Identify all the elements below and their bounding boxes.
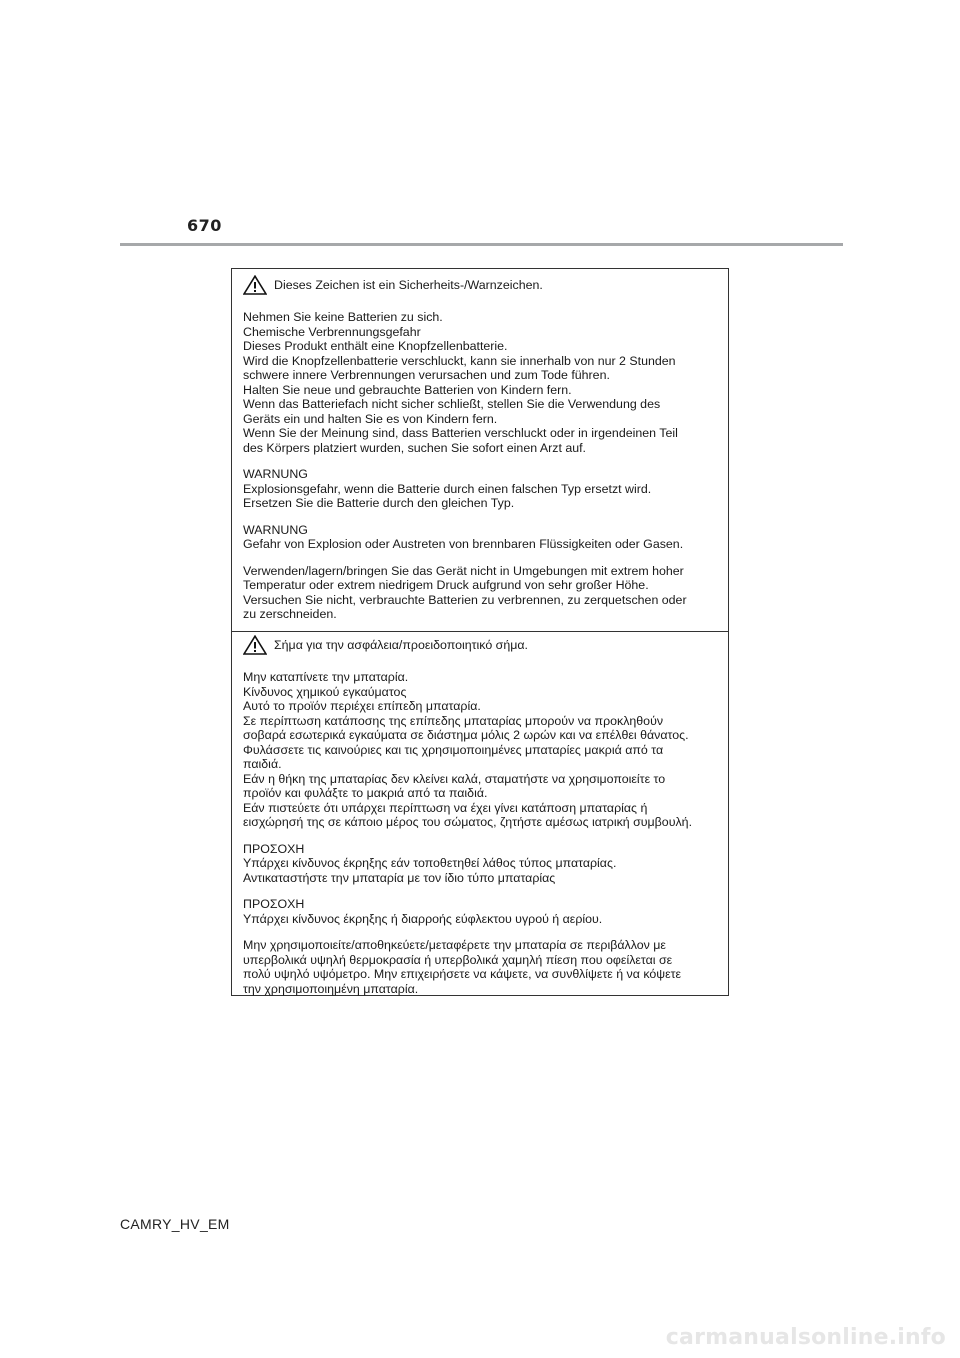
text-line: Αυτό το προϊόν περιέχει επίπεδη μπαταρία. (243, 699, 481, 713)
battery-warning-box (231, 268, 729, 996)
text-line: Gefahr von Explosion oder Austreten von brennbaren Flüssigkeiten oder Gasen. (243, 537, 684, 551)
notice-german (232, 275, 728, 634)
warning-title: Σήμα για την ασφάλεια/προειδοποιητικό σήμα. (274, 637, 528, 652)
text-line: des Körpers platziert wurden, suchen Sie sofort einen Arzt auf. (243, 440, 586, 455)
text-line: Explosionsgefahr, wenn die Batterie durch einen falschen Typ ersetzt wird. (243, 481, 652, 496)
section-divider (232, 631, 728, 632)
text-line: Υπάρχει κίνδυνος έκρηξης εάν τοποθετηθεί λάθος τύπος μπαταρίας. (243, 856, 617, 870)
text-line: Versuchen Sie nicht, verbrauchte Batterien zu verbrennen, zu zerquetschen oder (243, 592, 687, 607)
paragraph (243, 897, 718, 926)
text-line: Dieses Produkt enthält eine Knopfzellenbatterie. (243, 339, 508, 353)
text-line: Temperatur oder extrem niedrigem Druck aufgrund von sehr großer Höhe. (243, 578, 649, 592)
paragraph (243, 310, 718, 455)
text-line: Nehmen Sie keine Batterien zu sich. (243, 310, 443, 324)
text-line: εισχώρησή της σε κάποιο μέρος του σώματος, ζητήστε αμέσως ιατρική συμβουλή. (243, 815, 693, 829)
text-line: Verwenden/lagern/bringen Sie das Gerät nicht in Umgebungen mit extrem hoher (243, 563, 684, 578)
warning-title-row (243, 635, 718, 655)
text-line: Chemische Verbrennungsgefahr (243, 324, 421, 339)
warning-triangle-icon (243, 275, 267, 295)
text-line: ΠΡΟΣΟΧΗ (243, 897, 305, 911)
text-line: ΠΡΟΣΟΧΗ (243, 841, 305, 856)
text-line: zu zerschneiden. (243, 607, 337, 621)
text-line: Geräts ein und halten Sie es von Kindern fern. (243, 411, 498, 426)
paragraph (243, 523, 718, 552)
text-line: παιδιά. (243, 757, 282, 771)
text-line: Εάν πιστεύετε ότι υπάρχει περίπτωση να έχει γίνει κατάποση μπαταρίας ή (243, 800, 648, 815)
text-line: schwere innere Verbrennungen verursachen und zum Tode führen. (243, 368, 610, 382)
text-line: WARNUNG (243, 467, 308, 481)
notice-greek (232, 635, 728, 1008)
text-line: Υπάρχει κίνδυνος έκρηξης ή διαρροής εύφλεκτου υγρού ή αερίου. (243, 911, 603, 926)
text-line: Μην χρησιμοποιείτε/αποθηκεύετε/μεταφέρετε την μπαταρία σε περιβάλλον με (243, 938, 666, 952)
text-line: Σε περίπτωση κατάποσης της επίπεδης μπαταρίας μπορούν να προκληθούν (243, 713, 664, 728)
text-line: προϊόν και φυλάξτε το μακριά από τα παιδιά. (243, 786, 488, 800)
text-line: Wird die Knopfzellenbatterie verschluckt, kann sie innerhalb von nur 2 Stunden (243, 353, 676, 368)
text-line: Φυλάσσετε τις καινούριες και τις χρησιμοποιημένες μπαταρίες μακριά από τα (243, 742, 664, 757)
text-line: WARNUNG (243, 522, 308, 537)
text-line: Halten Sie neue und gebrauchte Batterien von Kindern fern. (243, 382, 572, 397)
paragraph (243, 564, 718, 622)
page-number: 670 (187, 216, 222, 235)
warning-title: Dieses Zeichen ist ein Sicherheits-/Warnzeichen. (274, 277, 543, 292)
text-line: υπερβολικά υψηλή θερμοκρασία ή υπερβολικά χαμηλή πίεση που οφείλεται σε (243, 952, 673, 967)
text-line: Μην καταπίνετε την μπαταρία. (243, 670, 409, 684)
text-line: Κίνδυνος χημικού εγκαύματος (243, 684, 407, 699)
paragraph (243, 467, 718, 511)
footer-code: CAMRY_HV_EM (120, 1216, 230, 1232)
warning-triangle-icon (243, 635, 267, 655)
watermark: carmanualsonline.info (665, 1325, 946, 1350)
text-line: Wenn das Batteriefach nicht sicher schließt, stellen Sie die Verwendung des (243, 397, 661, 411)
text-line: Ersetzen Sie die Batterie durch den gleichen Typ. (243, 496, 515, 510)
paragraph (243, 670, 718, 830)
text-line: Εάν η θήκη της μπαταρίας δεν κλείνει καλά, σταματήστε να χρησιμοποιείτε το (243, 771, 666, 786)
warning-title-row (243, 275, 718, 295)
text-line: Αντικαταστήστε την μπαταρία με τον ίδιο τύπο μπαταρίας (243, 870, 556, 885)
header-rule (120, 243, 843, 246)
text-line: Wenn Sie der Meinung sind, dass Batterien verschluckt oder in irgendeinen Teil (243, 426, 678, 440)
text-line: πολύ υψηλό υψόμετρο. Μην επιχειρήσετε να κάψετε, να συνθλίψετε ή να κόψετε (243, 967, 682, 981)
text-line: την χρησιμοποιημένη μπαταρία. (243, 981, 419, 996)
paragraph (243, 842, 718, 886)
text-line: σοβαρά εσωτερικά εγκαύματα σε διάστημα μόλις 2 ωρών και να επέλθει θάνατος. (243, 728, 689, 742)
paragraph (243, 938, 718, 996)
